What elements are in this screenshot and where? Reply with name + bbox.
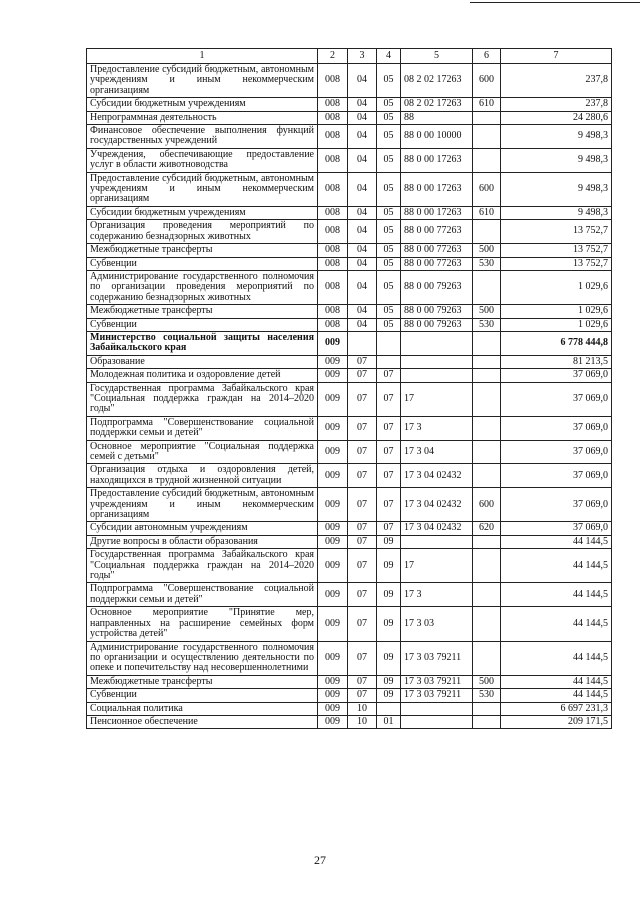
target-article-cell: 88 — [401, 111, 473, 124]
header-cell: 1 — [87, 49, 318, 64]
header-cell: 2 — [318, 49, 348, 64]
expense-type-cell — [473, 702, 501, 715]
row-name-cell: Основное мероприятие "Социальная поддержка семей с детьми" — [87, 440, 318, 464]
table-row — [87, 535, 612, 548]
subsection-code-cell: 09 — [377, 535, 401, 548]
section-code-cell: 07 — [348, 549, 377, 583]
amount-cell: 6 778 444,8 — [501, 331, 612, 355]
target-article-cell: 17 3 04 — [401, 440, 473, 464]
ved-code-cell: 009 — [318, 583, 348, 607]
ved-code-cell: 008 — [318, 98, 348, 111]
section-code-cell: 04 — [348, 270, 377, 304]
subsection-code-cell: 05 — [377, 244, 401, 257]
expense-type-cell — [473, 607, 501, 641]
table-row — [87, 305, 612, 318]
target-article-cell: 08 2 02 17263 — [401, 98, 473, 111]
target-article-cell: 17 3 — [401, 583, 473, 607]
row-name-cell: Субсидии автономным учреждениям — [87, 522, 318, 535]
row-name-cell: Учреждения, обеспечивающие предоставление услуг в области животноводства — [87, 148, 318, 172]
ved-code-cell: 009 — [318, 488, 348, 522]
expense-type-cell — [473, 416, 501, 440]
table-row — [87, 125, 612, 149]
row-name-cell: Другие вопросы в области образования — [87, 535, 318, 548]
target-article-cell: 88 0 00 77263 — [401, 220, 473, 244]
row-name-cell: Организация проведения мероприятий по содержанию безнадзорных животных — [87, 220, 318, 244]
expense-type-cell: 500 — [473, 675, 501, 688]
expense-type-cell — [473, 382, 501, 416]
table-row — [87, 64, 612, 98]
row-name-cell: Министерство социальной защиты населения Забайкальского края — [87, 331, 318, 355]
table-row — [87, 607, 612, 641]
amount-cell: 9 498,3 — [501, 148, 612, 172]
subsection-code-cell: 09 — [377, 689, 401, 702]
row-name-cell: Администрирование государственного полномочия по организации проведения мероприятий по содержанию безнадзорных животных — [87, 270, 318, 304]
subsection-code-cell: 07 — [377, 416, 401, 440]
amount-cell: 37 069,0 — [501, 440, 612, 464]
subsection-code-cell — [377, 331, 401, 355]
expense-type-cell — [473, 270, 501, 304]
amount-cell: 6 697 231,3 — [501, 702, 612, 715]
row-name-cell: Предоставление субсидий бюджетным, автономным учреждениям и иным некоммерческим организациям — [87, 488, 318, 522]
ved-code-cell: 008 — [318, 125, 348, 149]
ved-code-cell: 008 — [318, 318, 348, 331]
ved-code-cell: 009 — [318, 355, 348, 368]
ved-code-cell: 009 — [318, 715, 348, 728]
amount-cell: 9 498,3 — [501, 125, 612, 149]
target-article-cell: 88 0 00 17263 — [401, 206, 473, 219]
ved-code-cell: 008 — [318, 305, 348, 318]
section-code-cell — [348, 331, 377, 355]
expense-type-cell: 620 — [473, 522, 501, 535]
expense-type-cell — [473, 355, 501, 368]
amount-cell: 9 498,3 — [501, 172, 612, 206]
expense-type-cell — [473, 111, 501, 124]
expense-type-cell — [473, 125, 501, 149]
section-code-cell: 07 — [348, 464, 377, 488]
table-row — [87, 206, 612, 219]
row-name-cell: Предоставление субсидий бюджетным, автономным учреждениям и иным некоммерческим организациям — [87, 64, 318, 98]
target-article-cell: 17 3 03 — [401, 607, 473, 641]
amount-cell: 13 752,7 — [501, 257, 612, 270]
expense-type-cell: 500 — [473, 244, 501, 257]
amount-cell: 81 213,5 — [501, 355, 612, 368]
row-name-cell: Субсидии бюджетным учреждениям — [87, 206, 318, 219]
ved-code-cell: 009 — [318, 535, 348, 548]
ved-code-cell: 009 — [318, 549, 348, 583]
amount-cell: 44 144,5 — [501, 689, 612, 702]
amount-cell: 37 069,0 — [501, 369, 612, 382]
target-article-cell — [401, 702, 473, 715]
subsection-code-cell: 05 — [377, 305, 401, 318]
expense-type-cell — [473, 583, 501, 607]
table-row — [87, 488, 612, 522]
target-article-cell: 88 0 00 17263 — [401, 148, 473, 172]
ved-code-cell: 009 — [318, 464, 348, 488]
row-name-cell: Образование — [87, 355, 318, 368]
header-cell: 7 — [501, 49, 612, 64]
section-code-cell: 07 — [348, 382, 377, 416]
expense-type-cell: 610 — [473, 98, 501, 111]
target-article-cell: 88 0 00 77263 — [401, 244, 473, 257]
row-name-cell: Финансовое обеспечение выполнения функций государственных учреждений — [87, 125, 318, 149]
target-article-cell: 88 0 00 10000 — [401, 125, 473, 149]
subsection-code-cell: 05 — [377, 172, 401, 206]
ved-code-cell: 008 — [318, 220, 348, 244]
table-row — [87, 689, 612, 702]
table-row — [87, 440, 612, 464]
section-code-cell: 07 — [348, 522, 377, 535]
table-row — [87, 369, 612, 382]
row-name-cell: Непрограммная деятельность — [87, 111, 318, 124]
amount-cell: 209 171,5 — [501, 715, 612, 728]
section-code-cell: 07 — [348, 369, 377, 382]
section-code-cell: 04 — [348, 111, 377, 124]
target-article-cell — [401, 355, 473, 368]
row-name-cell: Администрирование государственного полномочия по организации и осуществлению деятельности по опеке и попечительству над несовершеннолетними — [87, 641, 318, 675]
row-name-cell: Подпрограмма "Совершенствование социальной поддержки семьи и детей" — [87, 416, 318, 440]
ved-code-cell: 008 — [318, 172, 348, 206]
expense-type-cell — [473, 331, 501, 355]
row-name-cell: Субвенции — [87, 257, 318, 270]
header-cell: 6 — [473, 49, 501, 64]
subsection-code-cell: 07 — [377, 382, 401, 416]
table-row — [87, 522, 612, 535]
row-name-cell: Подпрограмма "Совершенствование социальной поддержки семьи и детей" — [87, 583, 318, 607]
section-code-cell: 04 — [348, 257, 377, 270]
subsection-code-cell — [377, 702, 401, 715]
ved-code-cell: 009 — [318, 369, 348, 382]
target-article-cell — [401, 369, 473, 382]
subsection-code-cell: 05 — [377, 98, 401, 111]
table-row — [87, 257, 612, 270]
table-header-row — [87, 49, 612, 64]
table-row — [87, 244, 612, 257]
subsection-code-cell: 07 — [377, 440, 401, 464]
section-code-cell: 07 — [348, 440, 377, 464]
subsection-code-cell: 09 — [377, 641, 401, 675]
subsection-code-cell: 05 — [377, 270, 401, 304]
target-article-cell: 17 3 03 79211 — [401, 689, 473, 702]
ved-code-cell: 009 — [318, 522, 348, 535]
page-number: 27 — [314, 853, 326, 867]
subsection-code-cell: 09 — [377, 675, 401, 688]
expense-type-cell — [473, 220, 501, 244]
section-code-cell: 04 — [348, 172, 377, 206]
section-code-cell: 10 — [348, 715, 377, 728]
row-name-cell: Пенсионное обеспечение — [87, 715, 318, 728]
row-name-cell: Социальная политика — [87, 702, 318, 715]
amount-cell: 9 498,3 — [501, 206, 612, 219]
section-code-cell: 04 — [348, 305, 377, 318]
amount-cell: 37 069,0 — [501, 464, 612, 488]
table-row — [87, 675, 612, 688]
expense-type-cell: 530 — [473, 257, 501, 270]
subsection-code-cell: 09 — [377, 607, 401, 641]
expense-type-cell: 610 — [473, 206, 501, 219]
table-row — [87, 148, 612, 172]
amount-cell: 44 144,5 — [501, 607, 612, 641]
subsection-code-cell: 05 — [377, 125, 401, 149]
section-code-cell: 04 — [348, 64, 377, 98]
expense-type-cell — [473, 715, 501, 728]
amount-cell: 13 752,7 — [501, 244, 612, 257]
table-row — [87, 172, 612, 206]
section-code-cell: 07 — [348, 641, 377, 675]
subsection-code-cell: 01 — [377, 715, 401, 728]
amount-cell: 37 069,0 — [501, 488, 612, 522]
amount-cell: 1 029,6 — [501, 270, 612, 304]
target-article-cell: 08 2 02 17263 — [401, 64, 473, 98]
target-article-cell: 88 0 00 77263 — [401, 257, 473, 270]
ved-code-cell: 008 — [318, 270, 348, 304]
table-row — [87, 715, 612, 728]
section-code-cell: 04 — [348, 318, 377, 331]
section-code-cell: 04 — [348, 220, 377, 244]
table-row — [87, 220, 612, 244]
section-code-cell: 07 — [348, 675, 377, 688]
table-row — [87, 416, 612, 440]
table-row — [87, 270, 612, 304]
ved-code-cell: 009 — [318, 641, 348, 675]
target-article-cell: 88 0 00 79263 — [401, 270, 473, 304]
header-cell: 5 — [401, 49, 473, 64]
row-name-cell: Субвенции — [87, 318, 318, 331]
ved-code-cell: 008 — [318, 148, 348, 172]
ved-code-cell: 008 — [318, 244, 348, 257]
subsection-code-cell: 09 — [377, 583, 401, 607]
target-article-cell: 88 0 00 17263 — [401, 172, 473, 206]
table-row — [87, 464, 612, 488]
header-cell: 3 — [348, 49, 377, 64]
amount-cell: 44 144,5 — [501, 641, 612, 675]
section-code-cell: 07 — [348, 535, 377, 548]
section-code-cell: 10 — [348, 702, 377, 715]
target-article-cell — [401, 535, 473, 548]
table-row — [87, 641, 612, 675]
amount-cell: 13 752,7 — [501, 220, 612, 244]
row-name-cell: Государственная программа Забайкальского края "Социальная поддержка граждан на 2014–2020 годы" — [87, 382, 318, 416]
expense-type-cell: 600 — [473, 488, 501, 522]
target-article-cell — [401, 331, 473, 355]
expense-type-cell: 600 — [473, 172, 501, 206]
ved-code-cell: 009 — [318, 702, 348, 715]
target-article-cell: 17 — [401, 382, 473, 416]
subsection-code-cell: 05 — [377, 206, 401, 219]
row-name-cell: Государственная программа Забайкальского края "Социальная поддержка граждан на 2014–2020 годы" — [87, 549, 318, 583]
ved-code-cell: 009 — [318, 416, 348, 440]
row-name-cell: Молодежная политика и оздоровление детей — [87, 369, 318, 382]
expense-type-cell — [473, 549, 501, 583]
target-article-cell: 17 3 03 79211 — [401, 641, 473, 675]
section-code-cell: 07 — [348, 355, 377, 368]
amount-cell: 37 069,0 — [501, 382, 612, 416]
ved-code-cell: 009 — [318, 440, 348, 464]
target-article-cell: 17 — [401, 549, 473, 583]
table-row — [87, 382, 612, 416]
expense-type-cell — [473, 148, 501, 172]
top-rule — [470, 2, 640, 3]
ved-code-cell: 008 — [318, 257, 348, 270]
subsection-code-cell: 07 — [377, 522, 401, 535]
table-row — [87, 549, 612, 583]
target-article-cell: 17 3 04 02432 — [401, 522, 473, 535]
amount-cell: 37 069,0 — [501, 522, 612, 535]
table-row — [87, 331, 612, 355]
amount-cell: 24 280,6 — [501, 111, 612, 124]
target-article-cell: 17 3 — [401, 416, 473, 440]
subsection-code-cell — [377, 355, 401, 368]
target-article-cell: 17 3 03 79211 — [401, 675, 473, 688]
amount-cell: 44 144,5 — [501, 535, 612, 548]
ved-code-cell: 008 — [318, 64, 348, 98]
row-name-cell: Межбюджетные трансферты — [87, 244, 318, 257]
section-code-cell: 04 — [348, 206, 377, 219]
expense-type-cell: 530 — [473, 318, 501, 331]
subsection-code-cell: 05 — [377, 148, 401, 172]
ved-code-cell: 009 — [318, 689, 348, 702]
amount-cell: 1 029,6 — [501, 318, 612, 331]
table-row — [87, 702, 612, 715]
row-name-cell: Предоставление субсидий бюджетным, автономным учреждениям и иным некоммерческим организациям — [87, 172, 318, 206]
budget-table — [86, 48, 612, 729]
section-code-cell: 04 — [348, 98, 377, 111]
target-article-cell — [401, 715, 473, 728]
subsection-code-cell: 05 — [377, 220, 401, 244]
section-code-cell: 04 — [348, 244, 377, 257]
row-name-cell: Основное мероприятие "Принятие мер, направленных на расширение семейных форм устройства детей" — [87, 607, 318, 641]
amount-cell: 37 069,0 — [501, 416, 612, 440]
section-code-cell: 07 — [348, 416, 377, 440]
table-row — [87, 583, 612, 607]
expense-type-cell — [473, 641, 501, 675]
amount-cell: 44 144,5 — [501, 675, 612, 688]
subsection-code-cell: 09 — [377, 549, 401, 583]
ved-code-cell: 009 — [318, 607, 348, 641]
table-row — [87, 98, 612, 111]
expense-type-cell — [473, 369, 501, 382]
amount-cell: 44 144,5 — [501, 583, 612, 607]
subsection-code-cell: 05 — [377, 111, 401, 124]
ved-code-cell: 008 — [318, 206, 348, 219]
section-code-cell: 07 — [348, 488, 377, 522]
subsection-code-cell: 07 — [377, 464, 401, 488]
ved-code-cell: 009 — [318, 382, 348, 416]
table-row — [87, 355, 612, 368]
section-code-cell: 07 — [348, 689, 377, 702]
expense-type-cell: 600 — [473, 64, 501, 98]
row-name-cell: Межбюджетные трансферты — [87, 305, 318, 318]
table-row — [87, 111, 612, 124]
amount-cell: 237,8 — [501, 98, 612, 111]
section-code-cell: 07 — [348, 583, 377, 607]
row-name-cell: Межбюджетные трансферты — [87, 675, 318, 688]
row-name-cell: Субсидии бюджетным учреждениям — [87, 98, 318, 111]
ved-code-cell: 009 — [318, 675, 348, 688]
subsection-code-cell: 05 — [377, 318, 401, 331]
target-article-cell: 88 0 00 79263 — [401, 318, 473, 331]
expense-type-cell — [473, 440, 501, 464]
subsection-code-cell: 05 — [377, 257, 401, 270]
amount-cell: 1 029,6 — [501, 305, 612, 318]
table-row — [87, 318, 612, 331]
header-cell: 4 — [377, 49, 401, 64]
subsection-code-cell: 07 — [377, 488, 401, 522]
target-article-cell: 88 0 00 79263 — [401, 305, 473, 318]
target-article-cell: 17 3 04 02432 — [401, 464, 473, 488]
section-code-cell: 07 — [348, 607, 377, 641]
subsection-code-cell: 07 — [377, 369, 401, 382]
ved-code-cell: 008 — [318, 111, 348, 124]
expense-type-cell: 500 — [473, 305, 501, 318]
section-code-cell: 04 — [348, 148, 377, 172]
ved-code-cell: 009 — [318, 331, 348, 355]
amount-cell: 237,8 — [501, 64, 612, 98]
expense-type-cell — [473, 464, 501, 488]
expense-type-cell — [473, 535, 501, 548]
subsection-code-cell: 05 — [377, 64, 401, 98]
row-name-cell: Организация отдыха и оздоровления детей, находящихся в трудной жизненной ситуации — [87, 464, 318, 488]
target-article-cell: 17 3 04 02432 — [401, 488, 473, 522]
section-code-cell: 04 — [348, 125, 377, 149]
amount-cell: 44 144,5 — [501, 549, 612, 583]
row-name-cell: Субвенции — [87, 689, 318, 702]
expense-type-cell: 530 — [473, 689, 501, 702]
